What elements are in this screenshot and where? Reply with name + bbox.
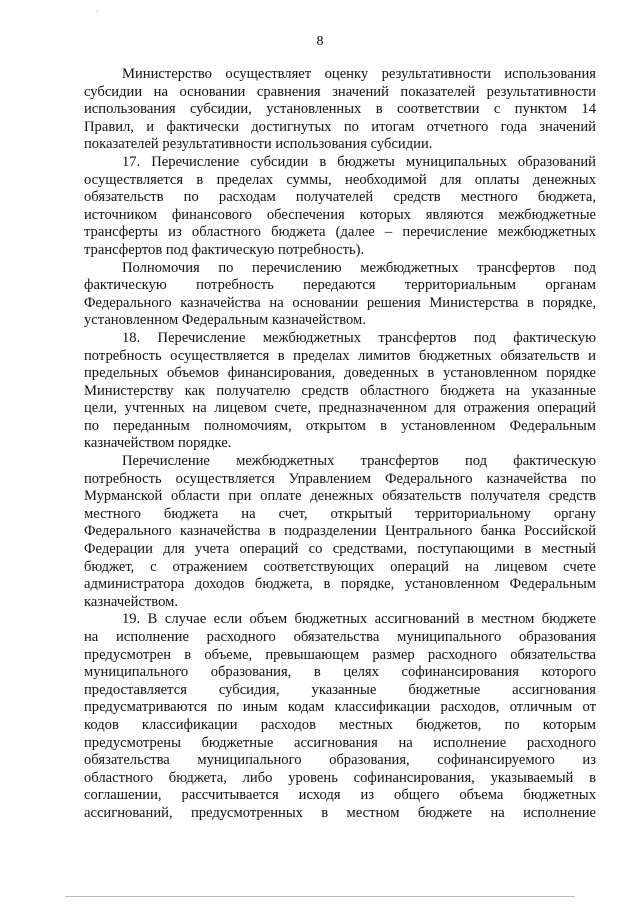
text-line: Федерального казначейства на основании решения Министерства в порядке, bbox=[84, 294, 596, 311]
scan-bottom-edge bbox=[65, 896, 575, 897]
text-line: местного бюджета на счет, открытый территориальному органу bbox=[84, 505, 596, 522]
text-line: субсидии на основании сравнения значений показателей результативности bbox=[84, 83, 596, 100]
text-line: предельных объемов финансирования, доведенных в установленном порядке bbox=[84, 365, 596, 382]
text-line: Перечисление межбюджетных трансфертов под фактическую bbox=[122, 453, 596, 470]
text-line: администратора доходов бюджета, в порядке, установленном Федеральным bbox=[84, 576, 596, 593]
text-line: предусмотрены бюджетные ассигнования на исполнение расходного bbox=[84, 734, 596, 751]
text-line: предусмотрен в объеме, превышающем размер расходного обязательства bbox=[84, 646, 596, 663]
text-line: Правил, и фактически достигнутых по итогам отчетного года значений bbox=[84, 118, 596, 135]
text-line: Мурманской области при оплате денежных обязательств получателя средств bbox=[84, 488, 596, 505]
text-line: источником финансового обеспечения которых являются межбюджетные bbox=[84, 206, 596, 223]
text-line: потребность осуществляется Управлением Федерального казначейства по bbox=[84, 470, 596, 487]
text-line: обязательства муниципального образования, софинансируемого из bbox=[84, 752, 596, 769]
body-text bbox=[84, 66, 596, 823]
text-line: Федерального казначейства в подразделении Центрального банка Российской bbox=[84, 523, 596, 540]
text-line: муниципального образования, в целях софинансирования которого bbox=[84, 664, 596, 681]
text-line: фактическую потребность передаются территориальным органам bbox=[84, 277, 596, 294]
text-line: цели, учтенных на лицевом счете, предназначенном для отражения операций bbox=[84, 400, 596, 417]
text-line: трансферты из областного бюджета (далее – перечисление межбюджетных bbox=[84, 224, 596, 241]
text-line: соглашении, рассчитывается исходя из общего объема бюджетных bbox=[84, 787, 596, 804]
text-line: установленном Федеральным казначейством. bbox=[84, 312, 366, 329]
text-line: 17. Перечисление субсидии в бюджеты муниципальных образований bbox=[122, 153, 596, 170]
text-line: областного бюджета, либо уровень софинансирования, указываемый в bbox=[84, 769, 596, 786]
text-line: по переданным полномочиям, открытом в установленном Федеральным bbox=[84, 417, 596, 434]
text-line: кодов классификации расходов местных бюджетов, по которым bbox=[84, 716, 596, 733]
text-line: осуществляется в пределах суммы, необходимой для оплаты денежных bbox=[84, 171, 596, 188]
text-line: Федерации для учета операций со средствами, поступающими в местный bbox=[84, 541, 596, 558]
text-line: использования субсидии, установленных в соответствии с пунктом 14 bbox=[84, 101, 596, 118]
text-line: 18. Перечисление межбюджетных трансфертов под фактическую bbox=[122, 329, 596, 346]
text-line: казначейством порядке. bbox=[84, 435, 232, 452]
text-line: Министерству как получателю средств областного бюджета на указанные bbox=[84, 382, 596, 399]
text-line: Полномочия по перечислению межбюджетных трансфертов под bbox=[122, 259, 596, 276]
text-line: показателей результативности использования субсидии. bbox=[84, 136, 433, 153]
text-line: потребность осуществляется в пределах лимитов бюджетных обязательств и bbox=[84, 347, 596, 364]
text-line: предусматриваются по иным кодам классификации расходов, отличным от bbox=[84, 699, 596, 716]
scan-artifact-dot: · bbox=[96, 8, 99, 16]
text-line: казначейством. bbox=[84, 593, 178, 610]
text-line: ассигнований, предусмотренных в местном бюджете на исполнение bbox=[84, 804, 596, 821]
text-line: Министерство осуществляет оценку результативности использования bbox=[122, 66, 596, 82]
text-line: трансфертов под фактическую потребность). bbox=[84, 241, 365, 258]
text-line: обязательств по расходам получателей средств местного бюджета, bbox=[84, 189, 596, 206]
text-line: предоставляется субсидия, указанные бюджетные ассигнования bbox=[84, 681, 596, 698]
text-line: 19. В случае если объем бюджетных ассигнований в местном бюджете bbox=[122, 611, 596, 628]
page-number: 8 bbox=[316, 34, 324, 49]
text-line: бюджет, с отражением соответствующих операций на лицевом счете bbox=[84, 558, 596, 575]
text-line: на исполнение расходного обязательства муниципального образования bbox=[84, 629, 596, 645]
